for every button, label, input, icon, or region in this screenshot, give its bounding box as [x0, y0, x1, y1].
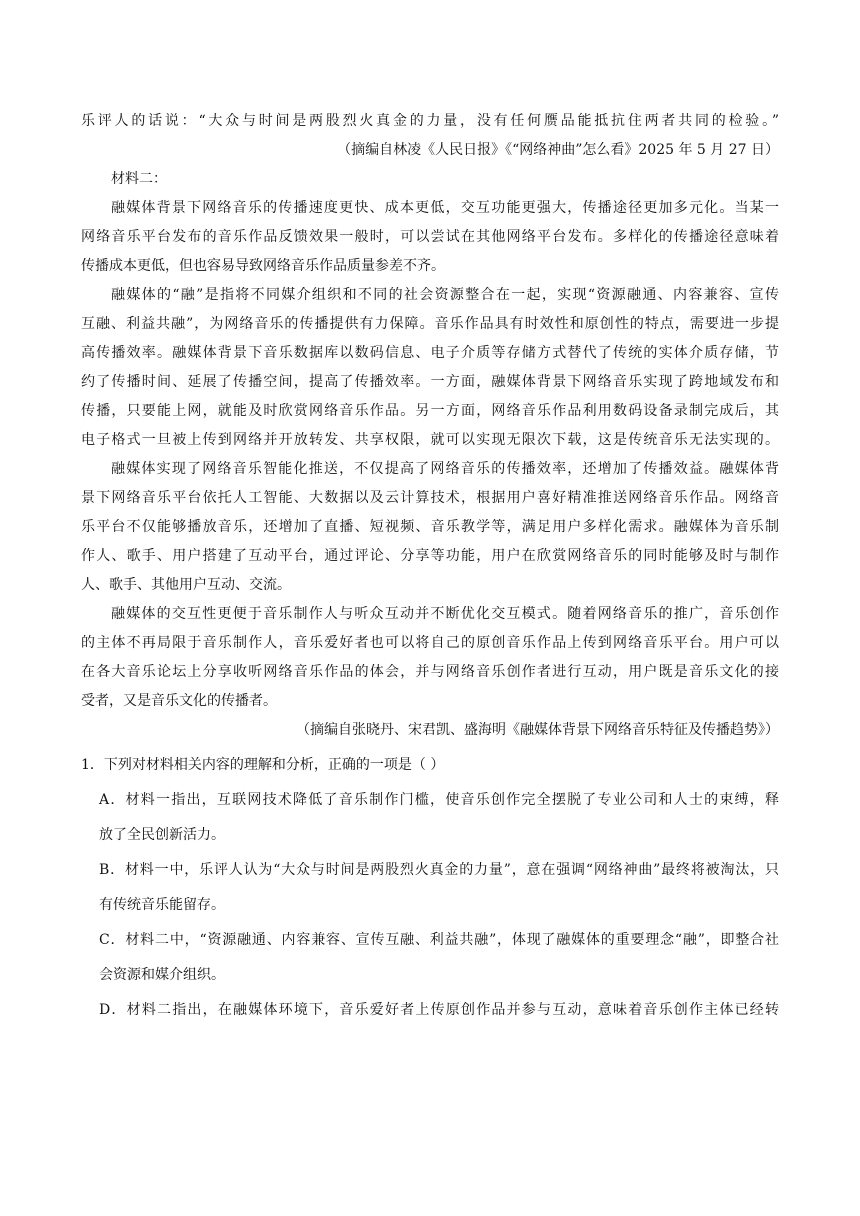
question1-option-a: [81, 783, 779, 853]
paragraph-line: 作人、歌手、用户搭建了互动平台，通过评论、分享等功能，用户在欣赏网络音乐的同时能够及时与制作: [81, 548, 779, 564]
option-line: B．材料一中，乐评人认为“大众与时间是两股烈火真金的力量”，意在强调“网络神曲”最终将被淘汰，只: [99, 862, 779, 878]
material2-paragraph-4: [81, 600, 779, 716]
paragraph-line: 互融、利益共融”，为网络音乐的传播提供有力保障。音乐作品具有时效性和原创性的特点，需要进一步提: [81, 316, 779, 332]
paragraph-line: 融媒体的交互性更便于音乐制作人与听众互动并不断优化交互模式。随着网络音乐的推广，音乐创作: [111, 606, 779, 622]
material2-paragraph-2: [81, 281, 779, 455]
question1-option-b: [81, 853, 779, 923]
question1-option-c: [81, 923, 779, 993]
option-line: 放了全民创新活力。: [99, 827, 225, 843]
paragraph-line: 高传播效率。融媒体背景下音乐数据库以数码信息、电子介质等存储方式替代了传统的实体介质存储，节: [81, 345, 779, 361]
paragraph-line: 的主体不再局限于音乐制作人，音乐爱好者也可以将自己的原创音乐作品上传到网络音乐平台。用户可以: [81, 635, 779, 651]
option-line: C．材料二中，“资源融通、内容兼容、宣传互融、利益共融”，体现了融媒体的重要理念“融”，即整合社: [99, 932, 779, 948]
option-line: D．材料二指出，在融媒体环境下，音乐爱好者上传原创作品并参与互动，意味着音乐创作主体已经转: [99, 1002, 779, 1018]
paragraph-line: 景下网络音乐平台依托人工智能、大数据以及云计算技术，根据用户喜好精准推送网络音乐作品。网络音: [81, 490, 779, 506]
question1-stem: 1．下列对材料相关内容的理解和分析，正确的一项是（ ）: [81, 757, 445, 773]
paragraph-line: 融媒体的“融”是指将不同媒介组织和不同的社会资源整合在一起，实现“资源融通、内容兼容、宣传: [111, 287, 779, 303]
paragraph-line: 网络音乐平台发布的音乐作品反馈效果一般时，可以尝试在其他网络平台发布。多样化的传播途径意味着: [81, 229, 779, 245]
material2-source: （摘编自张晓丹、宋君凯、盛海明《融媒体背景下网络音乐特征及传播趋势》）: [296, 722, 779, 738]
material1-closing-line: 乐评人的话说：“大众与时间是两股烈火真金的力量，没有任何赝品能抵抗住两者共同的检验。”: [81, 113, 779, 129]
paragraph-line: 融媒体实现了网络音乐智能化推送，不仅提高了网络音乐的传播效率，还增加了传播效益。融媒体背: [111, 461, 779, 477]
paragraph-line: 融媒体背景下网络音乐的传播速度更快、成本更低，交互功能更强大，传播途径更加多元化。当某一: [111, 200, 779, 216]
paragraph-line: 传播成本更低，但也容易导致网络音乐作品质量参差不齐。: [81, 258, 445, 274]
paragraph-line: 传播，只要能上网，就能及时欣赏网络音乐作品。另一方面，网络音乐作品利用数码设备录制完成后，其: [81, 403, 779, 419]
material1-source: （摘编自林凌《人民日报》《“网络神曲”怎么看》2025 年 5 月 27 日）: [337, 142, 779, 158]
option-line: 有传统音乐能留存。: [99, 897, 225, 913]
paragraph-line: 约了传播时间、延展了传播空间，提高了传播效率。一方面，融媒体背景下网络音乐实现了跨地域发布和: [81, 374, 779, 390]
question1-option-d: [81, 993, 779, 1028]
paragraph-line: 在各大音乐论坛上分享收听网络音乐作品的体会，并与网络音乐创作者进行互动，用户既是音乐文化的接: [81, 664, 779, 680]
option-line: A．材料一指出，互联网技术降低了音乐制作门槛，使音乐创作完全摆脱了专业公司和人士的束缚，释: [99, 792, 779, 808]
material2-paragraph-1: [81, 194, 779, 281]
paragraph-line: 乐平台不仅能够播放音乐，还增加了直播、短视频、音乐教学等，满足用户多样化需求。融媒体为音乐制: [81, 519, 779, 535]
material2-paragraph-3: [81, 455, 779, 600]
paragraph-line: 人、歌手、其他用户互动、交流。: [81, 577, 291, 593]
material2-heading: 材料二：: [111, 171, 167, 187]
option-line: 会资源和媒介组织。: [99, 967, 225, 983]
document-content: [81, 107, 779, 1028]
paragraph-line: 受者，又是音乐文化的传播者。: [81, 693, 277, 709]
paragraph-line: 电子格式一旦被上传到网络并开放转发、共享权限，就可以实现无限次下载，这是传统音乐无法实现的。: [81, 432, 779, 448]
